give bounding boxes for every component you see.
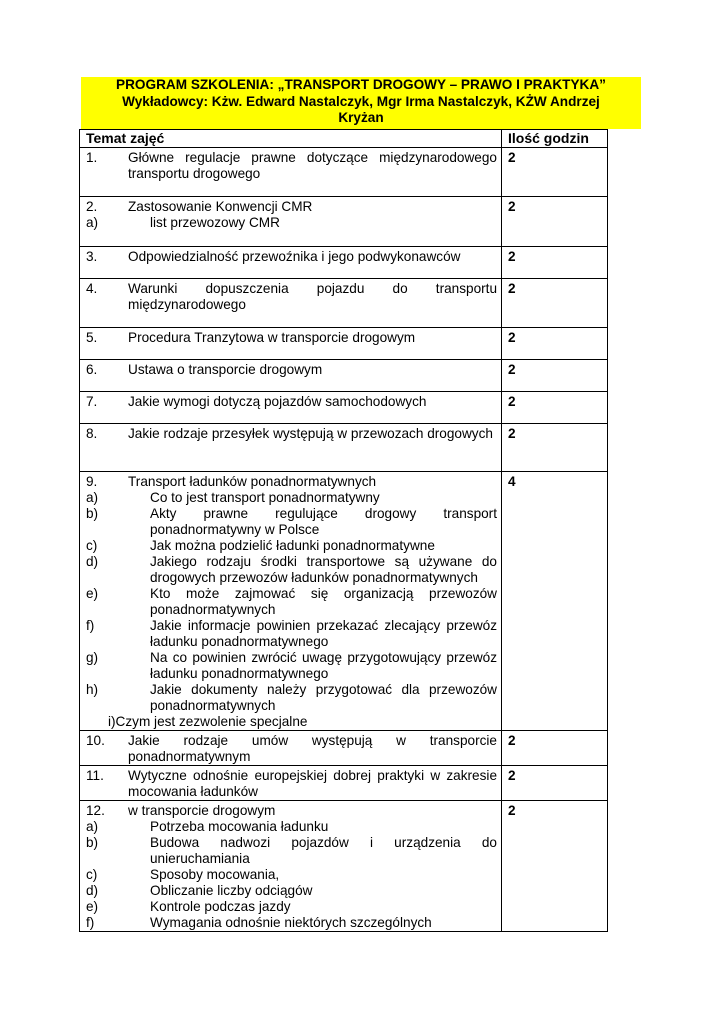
topic-item — [86, 362, 497, 378]
sub-item-text: Wymagania odnośnie niektórych szczególnych — [150, 915, 432, 930]
table-row — [80, 328, 608, 360]
sub-item-letter: f) — [86, 915, 95, 930]
sub-item — [86, 618, 497, 650]
sub-item-letter: a) — [86, 490, 99, 505]
table-row — [80, 801, 608, 932]
topic-cell — [80, 148, 502, 197]
sub-item — [86, 650, 497, 682]
sub-item-letter: c) — [86, 538, 98, 553]
sub-item-text: Jakiego rodzaju środki transportowe są używane do drogowych przewozów ładunków ponadnormatywnych — [150, 554, 497, 585]
item-number: 12. — [86, 803, 105, 818]
table-row — [80, 197, 608, 247]
program-table — [79, 129, 608, 932]
table-row — [80, 472, 608, 731]
item-text: Ustawa o transporcie drogowym — [128, 362, 323, 377]
sub-item-letter: a) — [86, 819, 99, 834]
item-number: 10. — [86, 733, 105, 748]
item-number: 11. — [86, 768, 104, 783]
topic-cell — [80, 472, 502, 731]
topic-item — [86, 803, 497, 819]
topic-item — [86, 249, 497, 265]
sub-item — [86, 682, 497, 714]
sub-item-text: Budowa nadwozi pojazdów i urządzenia do unieruchamiania — [150, 835, 497, 866]
sub-item — [86, 586, 497, 618]
topic-item — [86, 426, 497, 442]
sub-item-letter: d) — [86, 883, 99, 898]
hours-cell: 2 — [502, 731, 608, 766]
topic-item — [86, 330, 497, 346]
topic-cell — [80, 279, 502, 328]
column-header-hours: Ilość godzin — [502, 130, 608, 148]
item-text: Zastosowanie Konwencji CMR — [128, 199, 313, 214]
table-row — [80, 424, 608, 472]
topic-cell — [80, 424, 502, 472]
sub-item — [86, 835, 497, 867]
item-number: 1. — [86, 150, 98, 165]
sub-item-letter: a) — [86, 215, 99, 230]
table-row — [80, 247, 608, 279]
item-text: Transport ładunków ponadnormatywnych — [128, 474, 377, 489]
sub-item-letter: e) — [86, 586, 99, 601]
sub-item-letter: h) — [86, 682, 99, 697]
hours-cell: 2 — [502, 766, 608, 801]
sub-item — [86, 867, 497, 883]
item-number: 9. — [86, 474, 98, 489]
sub-item — [86, 215, 497, 231]
table-header-row — [80, 130, 608, 148]
table-row — [80, 766, 608, 801]
item-number: 8. — [86, 426, 98, 441]
sub-item-text: Jakie informacje powinien przekazać zlecający przewóz ładunku ponadnormatywnego — [150, 618, 497, 649]
table-body — [80, 148, 608, 932]
sub-item-text: Na co powinien zwrócić uwagę przygotowujący przewóz ładunku ponadnormatywnego — [150, 650, 497, 681]
hours-cell: 2 — [502, 247, 608, 279]
table-row — [80, 392, 608, 424]
hours-cell: 2 — [502, 392, 608, 424]
sub-item-text: Kto może zajmować się organizacją przewozów ponadnormatywnych — [150, 586, 497, 617]
table-row — [80, 360, 608, 392]
topic-cell — [80, 197, 502, 247]
item-text: Warunki dopuszczenia pojazdu do transportu międzynarodowego — [128, 281, 497, 312]
sub-item-letter: b) — [86, 835, 99, 850]
lecturers-line-cont: Kryżan — [338, 110, 384, 125]
topic-cell — [80, 766, 502, 801]
item-number: 5. — [86, 330, 98, 345]
sub-item — [86, 506, 497, 538]
topic-item — [86, 394, 497, 410]
item-text: Jakie wymogi dotyczą pojazdów samochodowych — [128, 394, 427, 409]
topic-item — [86, 768, 497, 800]
topic-item — [86, 281, 497, 313]
topic-item — [86, 150, 497, 182]
item-text: Jakie rodzaje umów występują w transporcie ponadnormatywnym — [128, 733, 497, 764]
sub-item-letter: f) — [86, 618, 95, 633]
hours-cell: 4 — [502, 472, 608, 731]
sub-item-letter: d) — [86, 554, 99, 569]
sub-item-letter: g) — [86, 650, 99, 665]
hours-cell: 2 — [502, 424, 608, 472]
item-number: 3. — [86, 249, 98, 264]
sub-item-text: Potrzeba mocowania ładunku — [150, 819, 329, 834]
hours-cell: 2 — [502, 279, 608, 328]
sub-item — [86, 915, 497, 931]
sub-item-text: Jakie dokumenty należy przygotować dla przewozów ponadnormatywnych — [150, 682, 497, 713]
hours-cell: 2 — [502, 197, 608, 247]
item-text: Jakie rodzaje przesyłek występują w przewozach drogowych — [128, 426, 493, 441]
topic-cell — [80, 392, 502, 424]
sub-item-letter: b) — [86, 506, 99, 521]
sub-item — [86, 554, 497, 586]
column-header-topic: Temat zajęć — [80, 130, 502, 148]
sub-item-text: Sposoby mocowania, — [150, 867, 280, 882]
sub-item — [86, 538, 497, 554]
sub-item-text: Obliczanie liczby odciągów — [150, 883, 313, 898]
sub-item — [86, 883, 497, 899]
topic-item — [86, 733, 497, 765]
item-text: Odpowiedzialność przewoźnika i jego podwykonawców — [128, 249, 461, 264]
extra-item: i)Czym jest zezwolenie specjalne — [108, 714, 308, 729]
topic-item — [86, 199, 497, 215]
program-title: PROGRAM SZKOLENIA: „TRANSPORT DROGOWY – PRAWO I PRAKTYKA” — [116, 77, 606, 92]
topic-item — [86, 474, 497, 490]
sub-item-letter: c) — [86, 867, 98, 882]
hours-cell: 2 — [502, 360, 608, 392]
item-number: 2. — [86, 199, 98, 214]
sub-item-text: Kontrole podczas jazdy — [150, 899, 291, 914]
topic-cell — [80, 360, 502, 392]
table-row — [80, 731, 608, 766]
lecturers-line: Wykładowcy: Kżw. Edward Nastalczyk, Mgr Irma Nastalczyk, KŻW Andrzej — [122, 93, 600, 109]
item-text: Wytyczne odnośnie europejskiej dobrej praktyki w zakresie mocowania ładunków — [128, 768, 497, 799]
sub-item-text: Akty prawne regulujące drogowy transport ponadnormatywny w Polsce — [150, 506, 497, 537]
item-text: Główne regulacje prawne dotyczące międzynarodowego transportu drogowego — [128, 150, 497, 181]
topic-cell — [80, 247, 502, 279]
sub-item — [86, 490, 497, 506]
item-text: w transporcie drogowym — [128, 803, 276, 818]
sub-item-text: Jak można podzielić ładunki ponadnormatywne — [150, 538, 435, 553]
topic-cell — [80, 731, 502, 766]
sub-item-text: Co to jest transport ponadnormatywny — [150, 490, 380, 505]
table-row — [80, 148, 608, 197]
table-row — [80, 279, 608, 328]
sub-item — [86, 819, 497, 835]
sub-item-text: list przewozowy CMR — [150, 215, 280, 230]
item-number: 7. — [86, 394, 98, 409]
item-number: 6. — [86, 362, 98, 377]
item-text: Procedura Tranzytowa w transporcie drogowym — [128, 330, 416, 345]
topic-cell — [80, 328, 502, 360]
hours-cell: 2 — [502, 148, 608, 197]
hours-cell: 2 — [502, 801, 608, 932]
sub-item — [86, 899, 497, 915]
topic-cell — [80, 801, 502, 932]
item-number: 4. — [86, 281, 98, 296]
program-header — [81, 77, 641, 129]
hours-cell: 2 — [502, 328, 608, 360]
sub-item-letter: e) — [86, 899, 99, 914]
